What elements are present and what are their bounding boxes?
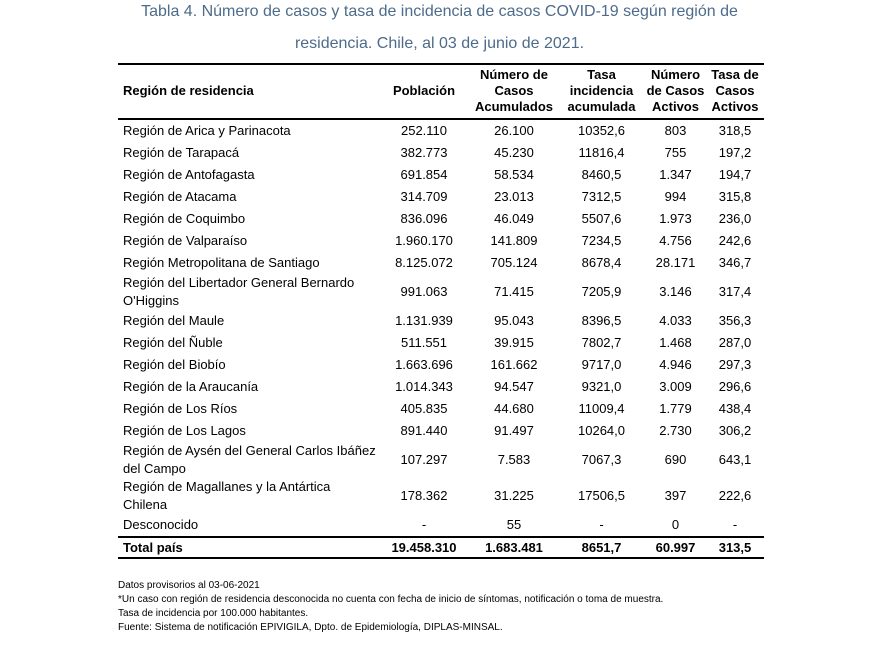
table-row (118, 376, 764, 398)
value-cell: 1.960.170 (395, 233, 453, 248)
value-cell: 287,0 (718, 335, 752, 350)
table-row (118, 442, 764, 478)
value-cell: 397 (664, 488, 687, 503)
table-caption-line-2: residencia. Chile, al 03 de junio de 2021. (294, 35, 585, 52)
table-notes (118, 579, 663, 635)
total-value-cell: 313,5 (706, 537, 764, 558)
region-name-cell: Región de Aysén del General Carlos Ibáñez del Campo (123, 443, 376, 476)
value-cell: 23.013 (494, 189, 534, 204)
total-value-cell: 1.683.481 (470, 537, 558, 558)
value-cell: 0 (671, 517, 680, 532)
value-cell: 194,7 (718, 167, 752, 182)
value-cell: 891.440 (400, 423, 448, 438)
value-cell: 44.680 (494, 401, 534, 416)
total-label-cell: Total país (118, 537, 378, 558)
value-cell: 178.362 (400, 488, 448, 503)
header-casos-activos: Número de Casos Activos (645, 64, 706, 119)
value-cell: 356,3 (718, 313, 752, 328)
table-row (118, 142, 764, 164)
region-name-cell: Región de Coquimbo (123, 211, 246, 226)
region-name-cell: Región de la Araucanía (123, 379, 259, 394)
region-name-cell: Región del Maule (123, 313, 225, 328)
region-name-cell: Región del Ñuble (123, 335, 223, 350)
value-cell: 197,2 (718, 145, 752, 160)
value-cell: 9321,0 (581, 379, 622, 394)
region-name-cell: Región de Antofagasta (123, 167, 255, 182)
total-value-cell: 60.997 (645, 537, 706, 558)
value-cell: 55 (506, 517, 522, 532)
region-name-cell: Región Metropolitana de Santiago (123, 255, 320, 270)
total-value-cell: 19.458.310 (378, 537, 470, 558)
table-row (118, 310, 764, 332)
value-cell: 252.110 (400, 123, 448, 138)
value-cell: 315,8 (718, 189, 752, 204)
value-cell: 95.043 (494, 313, 534, 328)
value-cell: 10264,0 (578, 423, 625, 438)
value-cell: 7234,5 (581, 233, 622, 248)
total-row (118, 537, 764, 558)
note-line: *Un caso con región de residencia desconocida no cuenta con fecha de inicio de síntomas, notificación o toma de muestra. (118, 594, 664, 605)
header-region: Región de residencia (118, 64, 378, 119)
value-cell: 91.497 (494, 423, 534, 438)
table-row (118, 514, 764, 537)
table-row (118, 274, 764, 310)
header-tasa-activos: Tasa de Casos Activos (706, 64, 764, 119)
value-cell: 314.709 (400, 189, 448, 204)
value-cell: 296,6 (718, 379, 752, 394)
value-cell: 94.547 (494, 379, 534, 394)
value-cell: 405.835 (400, 401, 448, 416)
table-body (118, 119, 764, 558)
value-cell: 39.915 (494, 335, 534, 350)
value-cell: - (421, 517, 427, 532)
table-row (118, 230, 764, 252)
table-row (118, 332, 764, 354)
value-cell: 438,4 (718, 401, 752, 416)
value-cell: 836.096 (400, 211, 448, 226)
value-cell: 297,3 (718, 357, 752, 372)
header-poblacion: Población (378, 64, 470, 119)
value-cell: 8678,4 (581, 255, 622, 270)
value-cell: 1.973 (659, 211, 692, 226)
value-cell: 1.779 (659, 401, 692, 416)
value-cell: 2.730 (659, 423, 692, 438)
region-name-cell: Región de Los Ríos (123, 401, 238, 416)
table-caption-line-1: Tabla 4. Número de casos y tasa de incidencia de casos COVID-19 según región de (141, 3, 738, 20)
covid-cases-table (118, 63, 764, 559)
region-name-cell: Región de Atacama (123, 189, 237, 204)
value-cell: 317,4 (718, 284, 752, 299)
value-cell: 690 (664, 452, 687, 467)
value-cell: 3.146 (659, 284, 692, 299)
value-cell: 10352,6 (578, 123, 625, 138)
value-cell: 45.230 (494, 145, 534, 160)
value-cell: 236,0 (718, 211, 752, 226)
table-row (118, 420, 764, 442)
total-value-cell: 8651,7 (558, 537, 645, 558)
region-name-cell: Desconocido (123, 517, 199, 532)
value-cell: 346,7 (718, 255, 752, 270)
covid-cases-table-container (118, 63, 764, 559)
value-cell: 26.100 (494, 123, 534, 138)
value-cell: 511.551 (400, 335, 448, 350)
value-cell: 803 (664, 123, 687, 138)
region-name-cell: Región de Valparaíso (123, 233, 248, 248)
value-cell: 46.049 (494, 211, 534, 226)
value-cell: 8396,5 (581, 313, 622, 328)
value-cell: 994 (664, 189, 687, 204)
value-cell: 7205,9 (581, 284, 622, 299)
value-cell: 11009,4 (578, 401, 625, 416)
region-name-cell: Región de Arica y Parinacota (123, 123, 291, 138)
value-cell: 1.468 (659, 335, 692, 350)
table-header-row (118, 64, 764, 119)
value-cell: 107.297 (400, 452, 448, 467)
value-cell: 9717,0 (581, 357, 622, 372)
value-cell: 705.124 (490, 255, 538, 270)
value-cell: 7312,5 (581, 189, 622, 204)
table-row (118, 252, 764, 274)
value-cell: 141.809 (490, 233, 538, 248)
value-cell: 306,2 (718, 423, 752, 438)
region-name-cell: Región de Tarapacá (123, 145, 240, 160)
table-row (118, 354, 764, 376)
value-cell: 1.131.939 (395, 313, 453, 328)
table-row (118, 208, 764, 230)
value-cell: 28.171 (655, 255, 696, 270)
value-cell: 71.415 (494, 284, 534, 299)
value-cell: 318,5 (718, 123, 752, 138)
value-cell: 8460,5 (581, 167, 622, 182)
value-cell: 8.125.072 (395, 255, 453, 270)
value-cell: 1.663.696 (395, 357, 453, 372)
value-cell: 4.756 (659, 233, 692, 248)
value-cell: 17506,5 (578, 488, 625, 503)
value-cell: 991.063 (400, 284, 448, 299)
value-cell: 7802,7 (581, 335, 622, 350)
region-name-cell: Región del Biobío (123, 357, 226, 372)
value-cell: 4.946 (659, 357, 692, 372)
region-name-cell: Región del Libertador General Bernardo O'Higgins (123, 275, 355, 308)
value-cell: 11816,4 (578, 145, 625, 160)
table-row (118, 398, 764, 420)
value-cell: 58.534 (494, 167, 534, 182)
value-cell: 222,6 (718, 488, 752, 503)
value-cell: 382.773 (400, 145, 448, 160)
region-name-cell: Región de Magallanes y la Antártica Chilena (123, 479, 331, 512)
value-cell: 7.583 (497, 452, 531, 467)
value-cell: 4.033 (659, 313, 692, 328)
value-cell: 5507,6 (581, 211, 622, 226)
header-tasa-incidencia: Tasa incidencia acumulada (558, 64, 645, 119)
value-cell: 31.225 (494, 488, 534, 503)
value-cell: 691.854 (400, 167, 448, 182)
note-line: Datos provisorios al 03-06-2021 (118, 580, 260, 591)
value-cell: 643,1 (718, 452, 752, 467)
table-row (118, 164, 764, 186)
value-cell: 161.662 (490, 357, 538, 372)
value-cell: 1.014.343 (395, 379, 453, 394)
value-cell: 7067,3 (581, 452, 622, 467)
value-cell: 1.347 (659, 167, 692, 182)
value-cell: 242,6 (718, 233, 752, 248)
value-cell: - (599, 517, 604, 532)
table-row (118, 478, 764, 514)
table-row (118, 119, 764, 142)
value-cell: 755 (664, 145, 687, 160)
header-casos-acumulados: Número de Casos Acumulados (470, 64, 558, 119)
note-line: Tasa de incidencia por 100.000 habitantes. (118, 608, 309, 619)
table-row (118, 186, 764, 208)
region-name-cell: Región de Los Lagos (123, 423, 246, 438)
note-line: Fuente: Sistema de notificación EPIVIGILA, Dpto. de Epidemiología, DIPLAS-MINSAL. (118, 622, 503, 633)
value-cell: - (732, 517, 738, 532)
value-cell: 3.009 (659, 379, 692, 394)
